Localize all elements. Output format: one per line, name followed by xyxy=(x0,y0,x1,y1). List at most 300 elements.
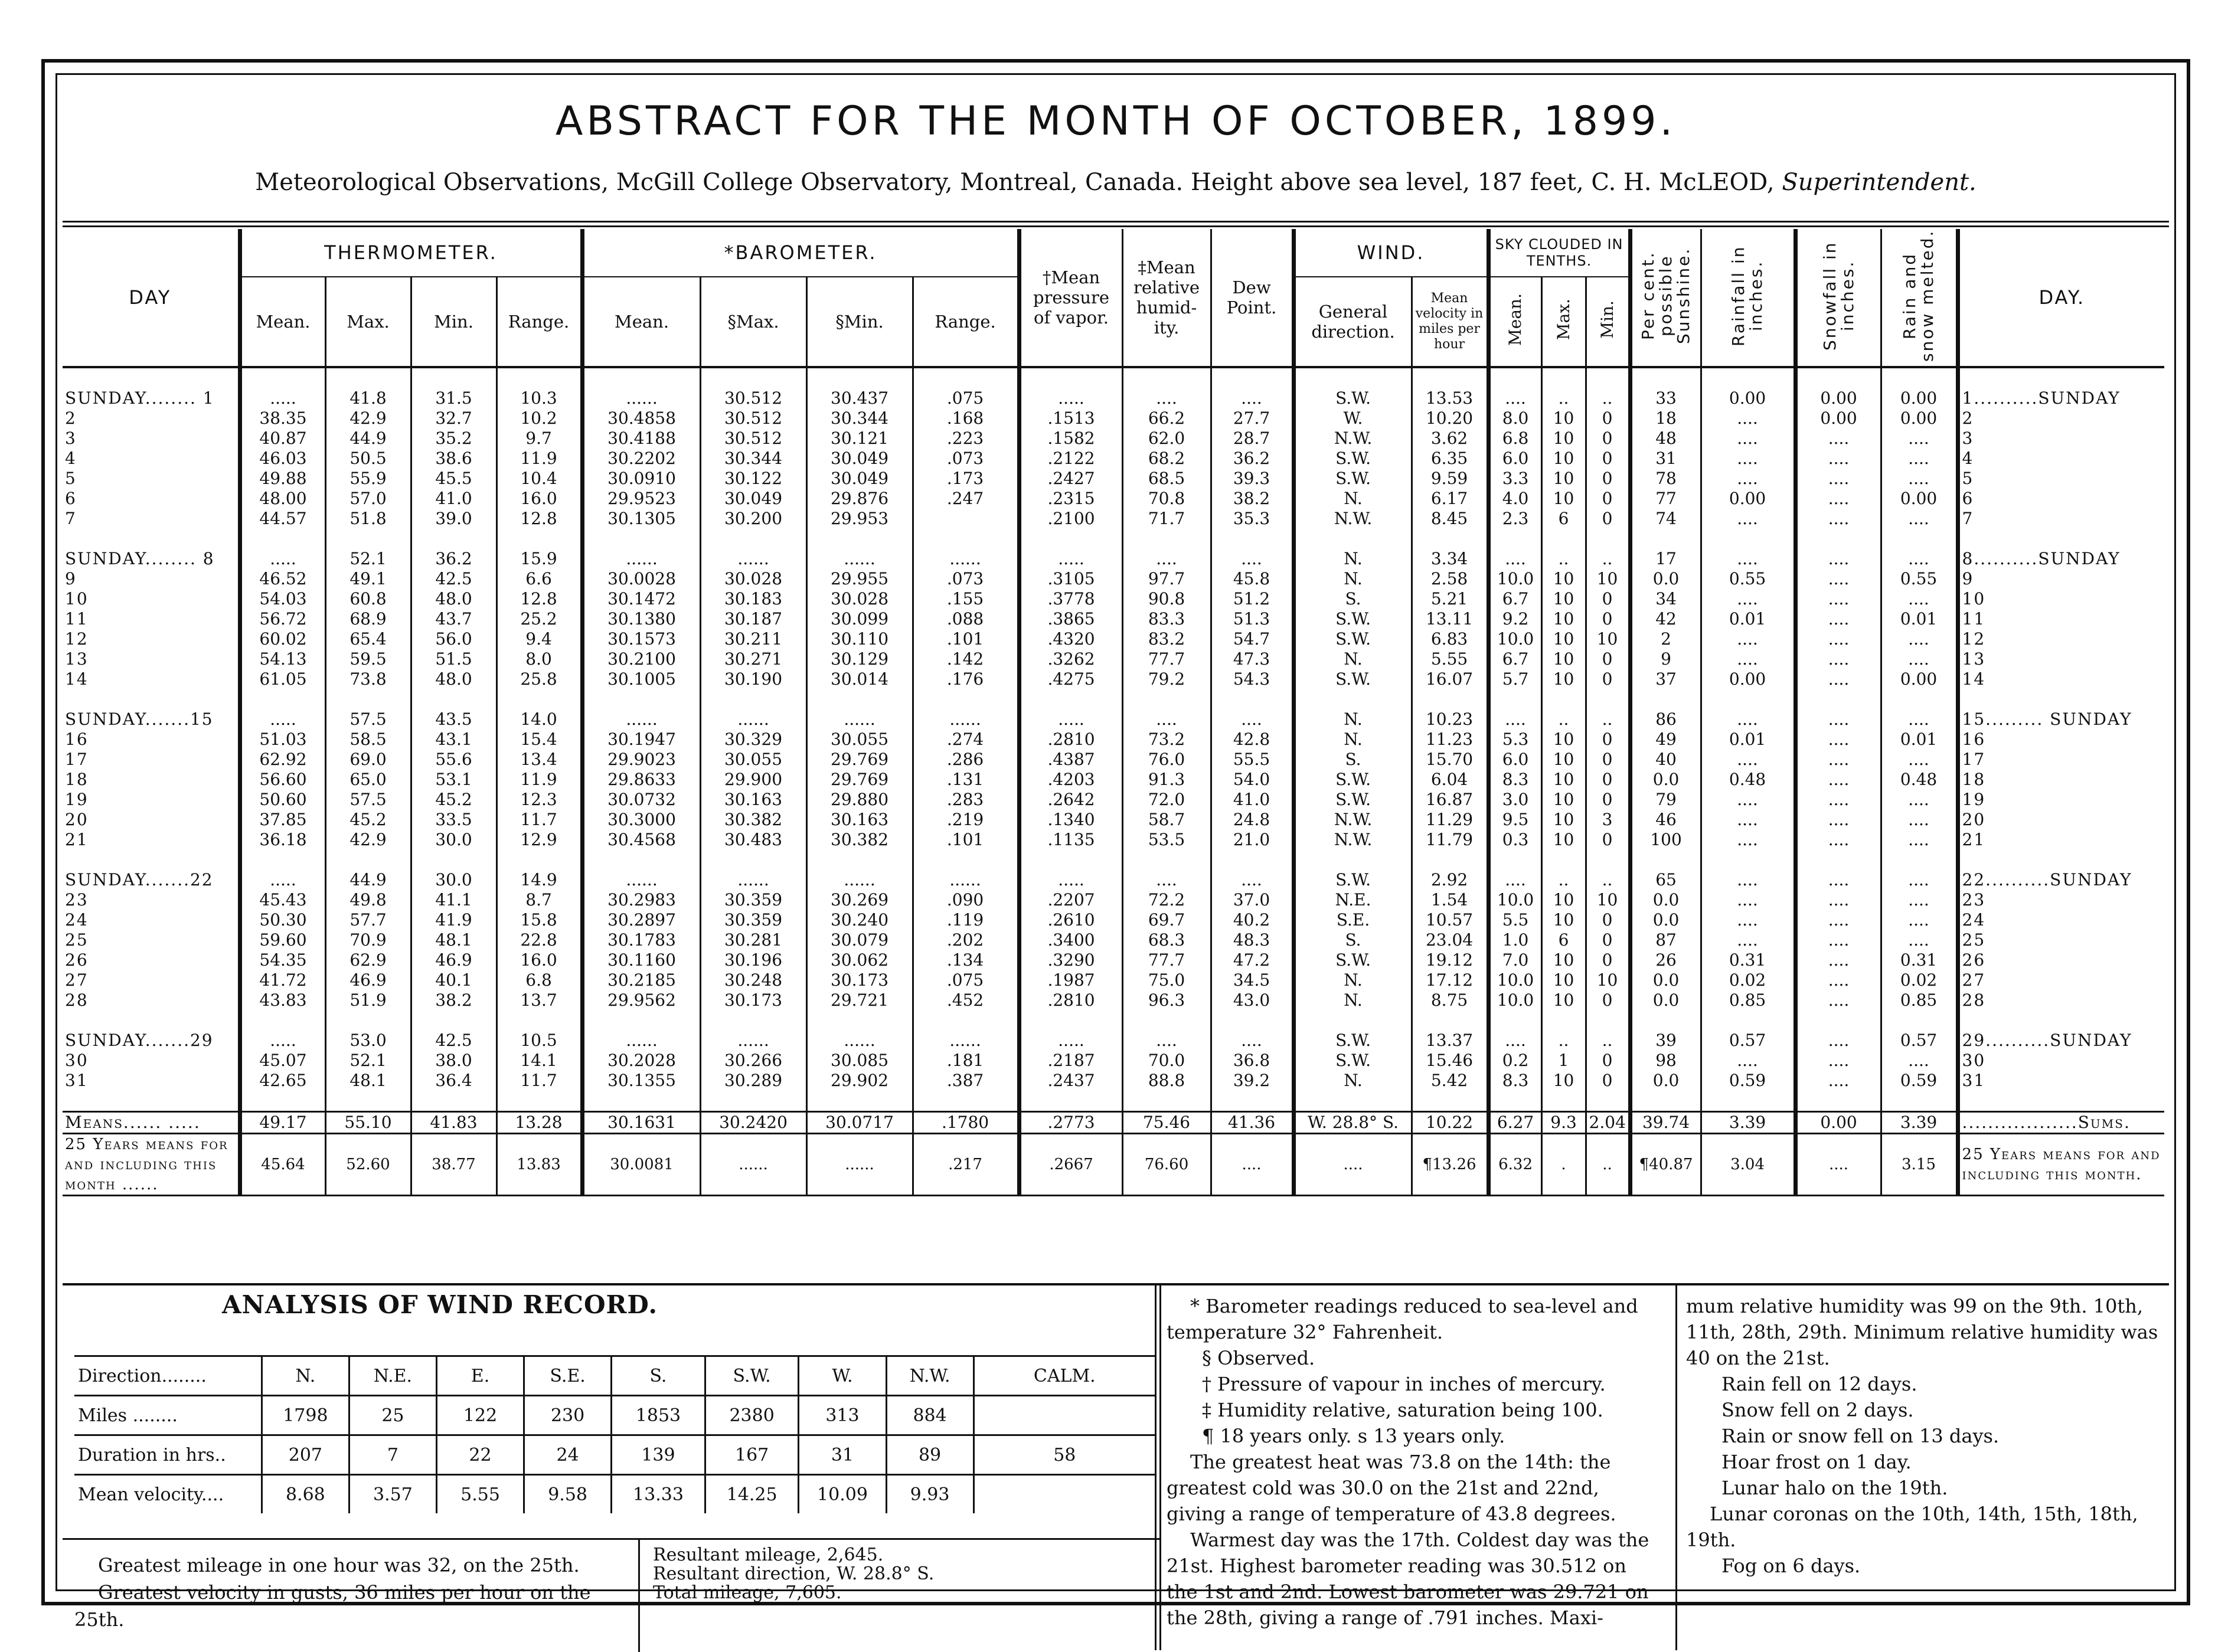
table-row xyxy=(63,1071,2164,1091)
wind-cell: N.E. xyxy=(349,1356,436,1396)
baro-mean: 29.8633 xyxy=(582,770,700,790)
relative-humidity: 77.7 xyxy=(1122,950,1211,970)
gap-cell xyxy=(496,1010,582,1031)
gap-cell xyxy=(1881,850,1958,870)
thermo-range: 14.9 xyxy=(496,870,582,890)
snowfall: .... xyxy=(1795,1051,1881,1071)
baro-range: .101 xyxy=(913,629,1019,649)
gap-cell xyxy=(913,689,1019,709)
wind-notes-right xyxy=(653,1546,1149,1602)
relative-humidity: 70.0 xyxy=(1122,1051,1211,1071)
gap-cell xyxy=(1541,850,1586,870)
thermo-max: 57.0 xyxy=(325,489,411,509)
dew-point: 41.36 xyxy=(1211,1112,1293,1134)
wind-velocity: 9.59 xyxy=(1412,469,1488,489)
thermo-max: 65.0 xyxy=(325,770,411,790)
wind-cell: 1798 xyxy=(262,1396,349,1435)
day-label-right: 3 xyxy=(1958,428,2164,449)
rainfall: .... xyxy=(1701,910,1795,930)
bottom-section-rule xyxy=(63,1283,2169,1285)
thermo-min: 42.5 xyxy=(411,1031,496,1051)
gap-cell xyxy=(63,529,240,549)
wind-direction: S.W. xyxy=(1293,770,1412,790)
wind-velocity: 15.46 xyxy=(1412,1051,1488,1071)
wind-velocity: 13.53 xyxy=(1412,388,1488,408)
wind-direction: S. xyxy=(1293,750,1412,770)
dew-point: 45.8 xyxy=(1211,569,1293,589)
gap-cell xyxy=(806,367,913,388)
sunshine-percent: 65 xyxy=(1630,870,1701,890)
thermo-min: 48.0 xyxy=(411,669,496,689)
sky-mean: 5.7 xyxy=(1488,669,1541,689)
wind-direction: S.W. xyxy=(1293,870,1412,890)
baro-max: 30.512 xyxy=(700,428,806,449)
thermo-min: 39.0 xyxy=(411,509,496,529)
thermo-max: 55.9 xyxy=(325,469,411,489)
sky-max: 10 xyxy=(1541,1071,1586,1091)
thermo-min: 43.1 xyxy=(411,730,496,750)
rain-snow-melted: 3.39 xyxy=(1881,1112,1958,1134)
dew-point: .... xyxy=(1211,870,1293,890)
baro-range: .075 xyxy=(913,388,1019,408)
gap-cell xyxy=(496,850,582,870)
sky-min: 0 xyxy=(1586,649,1630,669)
baro-max: 30.049 xyxy=(700,489,806,509)
thermo-range: 12.8 xyxy=(496,509,582,529)
baro-max: ...... xyxy=(700,709,806,730)
gap-cell xyxy=(1019,1091,1122,1112)
day-label: 30 xyxy=(65,1051,89,1070)
thermo-min: 31.5 xyxy=(411,388,496,408)
thermo-min: 32.7 xyxy=(411,408,496,428)
wind-cell: 89 xyxy=(886,1435,973,1475)
wind-velocity: 2.58 xyxy=(1412,569,1488,589)
gap-cell xyxy=(1211,1010,1293,1031)
gap-cell xyxy=(700,1091,806,1112)
thermo-min: 48.0 xyxy=(411,589,496,609)
gap-cell xyxy=(1881,1010,1958,1031)
greatest-mileage-note: Greatest mileage in one hour was 32, on the 25th. xyxy=(98,1554,580,1576)
thermo-min: 55.6 xyxy=(411,750,496,770)
day-label-right: 31 xyxy=(1958,1071,2164,1091)
baro-range: .387 xyxy=(913,1071,1019,1091)
gap-cell xyxy=(1293,1010,1412,1031)
day-label-right: 13 xyxy=(1958,649,2164,669)
relative-humidity: 75.0 xyxy=(1122,970,1211,990)
wind-velocity: 3.34 xyxy=(1412,549,1488,569)
baro-mean: 30.1573 xyxy=(582,629,700,649)
header-sky: SKY CLOUDED IN TENTHS. xyxy=(1488,229,1630,277)
wind-row-label: Mean velocity.... xyxy=(74,1475,262,1514)
gap-cell xyxy=(1701,367,1795,388)
gap-cell xyxy=(1541,529,1586,549)
vapor-pressure: .4275 xyxy=(1019,669,1122,689)
gap-cell xyxy=(700,1010,806,1031)
wind-cell: 7 xyxy=(349,1435,436,1475)
dew-point: 42.8 xyxy=(1211,730,1293,750)
gap-cell xyxy=(582,367,700,388)
wind-cell: 230 xyxy=(524,1396,612,1435)
sky-min: 0 xyxy=(1586,589,1630,609)
sky-mean: 7.0 xyxy=(1488,950,1541,970)
wind-cell: 14.25 xyxy=(705,1475,799,1514)
wind-cell: 167 xyxy=(705,1435,799,1475)
header-b-min: §Min. xyxy=(806,277,913,367)
rainfall: .... xyxy=(1701,890,1795,910)
day-label-right: 25 xyxy=(1958,930,2164,950)
thermo-range: 16.0 xyxy=(496,950,582,970)
sky-mean: 6.7 xyxy=(1488,649,1541,669)
thermo-max: 49.1 xyxy=(325,569,411,589)
dew-point: .... xyxy=(1211,1031,1293,1051)
wind-cell: 3.57 xyxy=(349,1475,436,1514)
rain-snow-melted: 0.02 xyxy=(1881,970,1958,990)
rain-snow-melted: .... xyxy=(1881,428,1958,449)
gap-cell xyxy=(1701,529,1795,549)
thermo-max: 60.8 xyxy=(325,589,411,609)
day-label: Means...... ..... xyxy=(63,1112,240,1134)
thermo-max: 69.0 xyxy=(325,750,411,770)
sunshine-percent: 0.0 xyxy=(1630,569,1701,589)
thermo-max: 70.9 xyxy=(325,930,411,950)
vapor-pressure: .2810 xyxy=(1019,730,1122,750)
header-b-range: Range. xyxy=(913,277,1019,367)
sunshine-percent: 46 xyxy=(1630,810,1701,830)
baro-range: .452 xyxy=(913,990,1019,1010)
wind-direction: N.W. xyxy=(1293,810,1412,830)
header-t-max: Max. xyxy=(325,277,411,367)
wind-notes xyxy=(63,1538,1161,1631)
relative-humidity: .... xyxy=(1122,388,1211,408)
relative-humidity: .... xyxy=(1122,1031,1211,1051)
thermo-mean: 45.07 xyxy=(240,1051,325,1071)
sky-max: 10 xyxy=(1541,589,1586,609)
thermo-max: 52.1 xyxy=(325,1051,411,1071)
thermo-mean: 46.03 xyxy=(240,449,325,469)
gap-cell xyxy=(1958,1010,2164,1031)
gap-cell xyxy=(1958,850,2164,870)
wind-direction: S.E. xyxy=(1293,910,1412,930)
table-row xyxy=(63,1051,2164,1071)
thermo-range: 12.3 xyxy=(496,790,582,810)
thermo-range: 14.0 xyxy=(496,709,582,730)
gap-cell xyxy=(806,1010,913,1031)
vapor-pressure: .2100 xyxy=(1019,509,1122,529)
gap-cell xyxy=(63,367,240,388)
vapor-pressure: .1513 xyxy=(1019,408,1122,428)
header-w-dir: General direction. xyxy=(1293,277,1412,367)
rainfall: 0.00 xyxy=(1701,669,1795,689)
vapor-pressure: .2667 xyxy=(1019,1134,1122,1196)
vapor-pressure: ..... xyxy=(1019,709,1122,730)
table-row xyxy=(63,589,2164,609)
thermo-range: 8.7 xyxy=(496,890,582,910)
sky-max: 10 xyxy=(1541,408,1586,428)
thermo-mean: 48.00 xyxy=(240,489,325,509)
wind-cell: N.W. xyxy=(886,1356,973,1396)
sky-max: 10 xyxy=(1541,609,1586,629)
gap-cell xyxy=(1586,1091,1630,1112)
baro-mean: 30.1305 xyxy=(582,509,700,529)
rainfall: 0.57 xyxy=(1701,1031,1795,1051)
sky-min: 0 xyxy=(1586,1051,1630,1071)
thermo-min: 33.5 xyxy=(411,810,496,830)
sunshine-percent: 39.74 xyxy=(1630,1112,1701,1134)
gap-cell xyxy=(1412,689,1488,709)
day-label-right: 25 Years means for and including this month. xyxy=(1958,1134,2164,1196)
thermo-range: 11.9 xyxy=(496,449,582,469)
dew-point: .... xyxy=(1211,709,1293,730)
thermo-mean: 49.17 xyxy=(240,1112,325,1134)
day-label: SUNDAY.......15 xyxy=(65,709,214,729)
thermo-mean: 36.18 xyxy=(240,830,325,850)
rain-snow-melted: .... xyxy=(1881,750,1958,770)
sky-max: . xyxy=(1541,1134,1586,1196)
sunshine-percent: 40 xyxy=(1630,750,1701,770)
dew-point: 47.3 xyxy=(1211,649,1293,669)
baro-range: ...... xyxy=(913,1031,1019,1051)
sky-max: 10 xyxy=(1541,810,1586,830)
thermo-range: 9.7 xyxy=(496,428,582,449)
baro-min: 30.079 xyxy=(806,930,913,950)
gap-cell xyxy=(582,850,700,870)
sunshine-percent: 78 xyxy=(1630,469,1701,489)
relative-humidity: 68.2 xyxy=(1122,449,1211,469)
wind-analysis-title: ANALYSIS OF WIND RECORD. xyxy=(222,1290,658,1319)
note-humidity-extremes: mum relative humidity was 99 on the 9th. 10th, 11th, 28th, 29th. Minimum relative humidity was 40 on the 21st. xyxy=(1686,1295,2158,1369)
gap-cell xyxy=(1541,1091,1586,1112)
gap-cell xyxy=(1211,529,1293,549)
sky-mean: .... xyxy=(1488,388,1541,408)
day-label-right: 2 xyxy=(1958,408,2164,428)
baro-mean: 30.3000 xyxy=(582,810,700,830)
thermo-mean: 38.35 xyxy=(240,408,325,428)
thermo-mean: 54.35 xyxy=(240,950,325,970)
gap-cell xyxy=(325,367,411,388)
wind-cell: 22 xyxy=(436,1435,524,1475)
rainfall: 0.85 xyxy=(1701,990,1795,1010)
rainfall: 3.04 xyxy=(1701,1134,1795,1196)
sky-max: 10 xyxy=(1541,950,1586,970)
relative-humidity: .... xyxy=(1122,549,1211,569)
sunshine-percent: 74 xyxy=(1630,509,1701,529)
dew-point: 43.0 xyxy=(1211,990,1293,1010)
snowfall: .... xyxy=(1795,569,1881,589)
baro-max: 30.281 xyxy=(700,930,806,950)
thermo-range: 25.8 xyxy=(496,669,582,689)
wind-cell: 5.55 xyxy=(436,1475,524,1514)
rain-snow-melted: 0.57 xyxy=(1881,1031,1958,1051)
thermo-range: 6.8 xyxy=(496,970,582,990)
wind-direction: S.W. xyxy=(1293,669,1412,689)
gap-cell xyxy=(1211,689,1293,709)
day-label: 21 xyxy=(65,830,89,849)
sky-min: 10 xyxy=(1586,970,1630,990)
gap-cell xyxy=(582,529,700,549)
wind-cell: 139 xyxy=(612,1435,705,1475)
thermo-mean: ..... xyxy=(240,388,325,408)
wind-cell: 13.33 xyxy=(612,1475,705,1514)
sky-min: 0 xyxy=(1586,489,1630,509)
baro-range: .223 xyxy=(913,428,1019,449)
sunshine-percent: 33 xyxy=(1630,388,1701,408)
note-greatest-heat: The greatest heat was 73.8 on the 14th: the greatest cold was 30.0 on the 21st and 22nd, giving a range of temperature of 43.8 degrees. xyxy=(1167,1451,1616,1525)
gap-cell xyxy=(806,689,913,709)
snowfall: .... xyxy=(1795,730,1881,750)
gap-cell xyxy=(1586,850,1630,870)
sky-mean: 5.3 xyxy=(1488,730,1541,750)
sky-mean: 8.3 xyxy=(1488,770,1541,790)
gap-cell xyxy=(1293,529,1412,549)
baro-range: ...... xyxy=(913,870,1019,890)
baro-min: 30.121 xyxy=(806,428,913,449)
baro-min: 30.085 xyxy=(806,1051,913,1071)
thermo-mean: 56.72 xyxy=(240,609,325,629)
relative-humidity: 88.8 xyxy=(1122,1071,1211,1091)
header-day: DAY xyxy=(63,229,240,367)
resultant-mileage: Resultant mileage, 2,645. xyxy=(653,1545,884,1565)
total-mileage: Total mileage, 7,605. xyxy=(653,1582,842,1603)
vapor-pressure: .2810 xyxy=(1019,990,1122,1010)
wind-velocity: 16.87 xyxy=(1412,790,1488,810)
relative-humidity: 91.3 xyxy=(1122,770,1211,790)
baro-max: 30.271 xyxy=(700,649,806,669)
baro-min: ...... xyxy=(806,549,913,569)
footnote-humidity: ‡ Humidity relative, saturation being 100. xyxy=(1202,1399,1603,1421)
rainfall: 0.01 xyxy=(1701,730,1795,750)
sky-mean: 9.5 xyxy=(1488,810,1541,830)
relative-humidity: 83.3 xyxy=(1122,609,1211,629)
gap-cell xyxy=(913,529,1019,549)
snowfall: .... xyxy=(1795,1134,1881,1196)
thermo-mean: 42.65 xyxy=(240,1071,325,1091)
baro-min: 30.110 xyxy=(806,629,913,649)
table-row xyxy=(63,669,2164,689)
wind-direction: N.W. xyxy=(1293,509,1412,529)
sky-mean: 4.0 xyxy=(1488,489,1541,509)
baro-max: 30.163 xyxy=(700,790,806,810)
relative-humidity: 53.5 xyxy=(1122,830,1211,850)
rain-snow-melted: .... xyxy=(1881,810,1958,830)
sky-mean: 10.0 xyxy=(1488,890,1541,910)
table-row xyxy=(63,649,2164,669)
snowfall: 0.00 xyxy=(1795,408,1881,428)
thermo-range: 8.0 xyxy=(496,649,582,669)
sky-mean: 10.0 xyxy=(1488,970,1541,990)
baro-mean: 30.2028 xyxy=(582,1051,700,1071)
thermo-range: 10.3 xyxy=(496,388,582,408)
wind-velocity: 6.17 xyxy=(1412,489,1488,509)
snowfall: .... xyxy=(1795,770,1881,790)
vapor-pressure: .2437 xyxy=(1019,1071,1122,1091)
note-lunar-coronas: Lunar coronas on the 10th, 14th, 15th, 18th, 19th. xyxy=(1686,1503,2138,1551)
baro-range: .134 xyxy=(913,950,1019,970)
relative-humidity: 66.2 xyxy=(1122,408,1211,428)
vapor-pressure: .2207 xyxy=(1019,890,1122,910)
baro-min: 29.876 xyxy=(806,489,913,509)
baro-range: .286 xyxy=(913,750,1019,770)
relative-humidity: 76.60 xyxy=(1122,1134,1211,1196)
snowfall: .... xyxy=(1795,870,1881,890)
wind-cell: N. xyxy=(262,1356,349,1396)
week-gap xyxy=(63,689,2164,709)
thermo-mean: 37.85 xyxy=(240,810,325,830)
footnote-vapour: † Pressure of vapour in inches of mercury. xyxy=(1202,1373,1606,1395)
gap-cell xyxy=(1795,1091,1881,1112)
baro-min: 30.049 xyxy=(806,469,913,489)
wind-cell: 31 xyxy=(799,1435,886,1475)
baro-mean: 30.2897 xyxy=(582,910,700,930)
sky-max: .. xyxy=(1541,388,1586,408)
sky-max: 10 xyxy=(1541,669,1586,689)
baro-mean: 30.0910 xyxy=(582,469,700,489)
gap-cell xyxy=(1541,1010,1586,1031)
sunshine-percent: ¶40.87 xyxy=(1630,1134,1701,1196)
thermo-mean: 56.60 xyxy=(240,770,325,790)
rainfall: .... xyxy=(1701,449,1795,469)
gap-cell xyxy=(240,1010,325,1031)
gap-cell xyxy=(325,850,411,870)
greatest-velocity-note: Greatest velocity in gusts, 36 miles per hour on the 25th. xyxy=(74,1581,591,1631)
table-row xyxy=(63,388,2164,408)
day-label-right: 20 xyxy=(1958,810,2164,830)
thermo-range: 16.0 xyxy=(496,489,582,509)
day-label: 25 Years means for and including this month ...... xyxy=(63,1134,240,1196)
wind-velocity: 5.55 xyxy=(1412,649,1488,669)
sky-min: .. xyxy=(1586,870,1630,890)
gap-cell xyxy=(325,529,411,549)
gap-cell xyxy=(240,529,325,549)
sunshine-percent: 0.0 xyxy=(1630,910,1701,930)
table-row xyxy=(63,449,2164,469)
note-hoar-frost: Hoar frost on 1 day. xyxy=(1721,1451,1912,1473)
baro-min: 29.769 xyxy=(806,770,913,790)
thermo-mean: 49.88 xyxy=(240,469,325,489)
sky-max: 10 xyxy=(1541,569,1586,589)
wind-notes-divider xyxy=(638,1540,640,1652)
gap-cell xyxy=(63,1091,240,1112)
snowfall: .... xyxy=(1795,449,1881,469)
rain-snow-melted: .... xyxy=(1881,509,1958,529)
gap-cell xyxy=(1586,1010,1630,1031)
vapor-pressure: ..... xyxy=(1019,1031,1122,1051)
sky-mean: 3.0 xyxy=(1488,790,1541,810)
gap-cell xyxy=(1122,850,1211,870)
baro-range: .155 xyxy=(913,589,1019,609)
baro-mean: 30.0732 xyxy=(582,790,700,810)
rainfall: .... xyxy=(1701,750,1795,770)
observations-body xyxy=(63,367,2164,1196)
sunshine-percent: 17 xyxy=(1630,549,1701,569)
baro-range: .247 xyxy=(913,489,1019,509)
note-rain-days: Rain fell on 12 days. xyxy=(1721,1373,1917,1395)
baro-mean: ...... xyxy=(582,1031,700,1051)
gap-cell xyxy=(1795,529,1881,549)
wind-velocity: 6.04 xyxy=(1412,770,1488,790)
footnote-observed: § Observed. xyxy=(1202,1347,1315,1369)
thermo-min: 42.5 xyxy=(411,569,496,589)
wind-cell: S.E. xyxy=(524,1356,612,1396)
dew-point: 40.2 xyxy=(1211,910,1293,930)
gap-cell xyxy=(1630,1010,1701,1031)
sky-min: 0 xyxy=(1586,1071,1630,1091)
day-label-right: 1..........SUNDAY xyxy=(1958,388,2164,408)
sky-min: 0 xyxy=(1586,730,1630,750)
day-label-right: 30 xyxy=(1958,1051,2164,1071)
baro-min: ...... xyxy=(806,1134,913,1196)
baro-max: 30.329 xyxy=(700,730,806,750)
thermo-mean: 62.92 xyxy=(240,750,325,770)
